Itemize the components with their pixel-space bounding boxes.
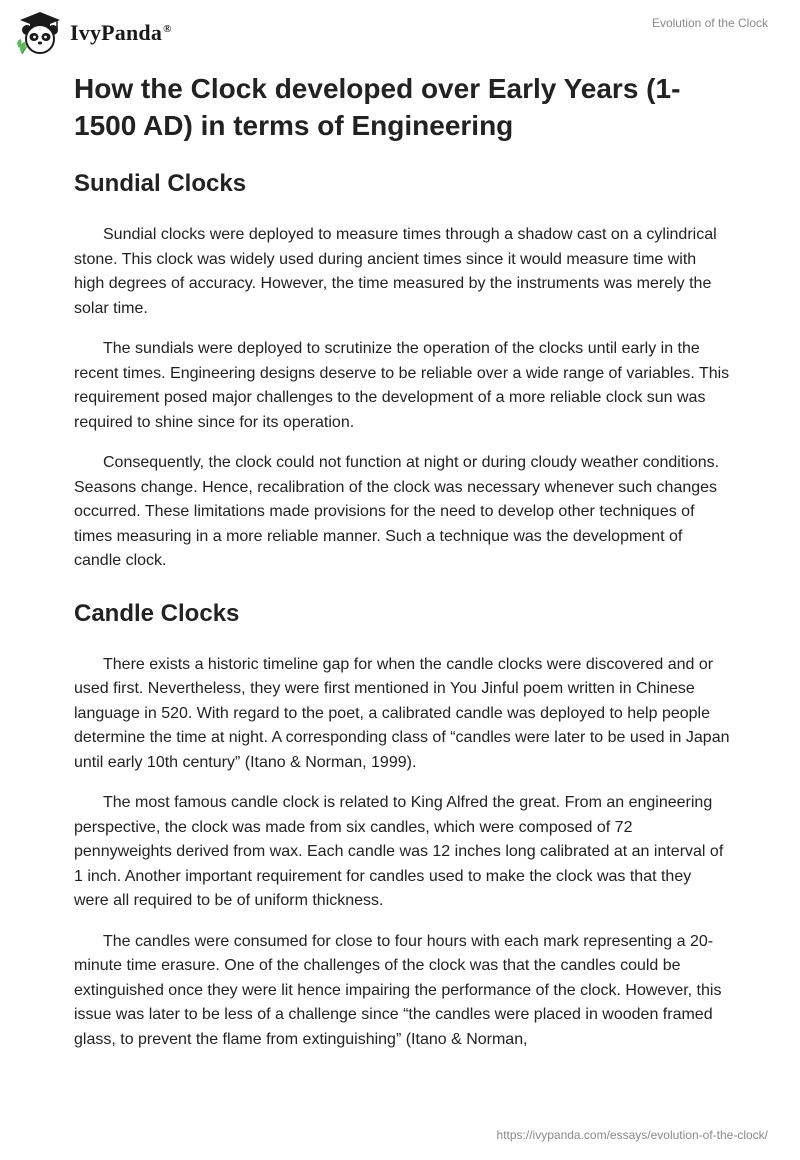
section-heading-candle: Candle Clocks <box>74 599 240 627</box>
article-body <box>74 70 730 1052</box>
article-title: How the Clock developed over Early Years (1-1500 AD) in terms of Engineering <box>74 73 681 141</box>
section-heading-sundial: Sundial Clocks <box>74 170 247 197</box>
paragraph: The candles were consumed for close to four hours with each mark representing a 20-minute time erasure. One of the challenges of the clock was that the candles could be extinguished once they were lit hence impairing the performance of the clock. However, this issue was later to be less of a challenge since “the candles were placed in wooden framed glass, to prevent the flame from extinguishing” (Itano & Norman, <box>74 932 722 1048</box>
paragraph: The most famous candle clock is related to King Alfred the great. From an engineering perspective, the clock was made from six candles, which were composed of 72 pennyweights derived from wax. Each candle was 12 inches long calibrated at an interval of 1 inch. Another important requirement for candles used to make the clock was that they were all required to be of uniform thickness. <box>74 794 724 909</box>
paragraph: The sundials were deployed to scrutinize the operation of the clocks until early in the recent times. Engineering designs deserve to be reliable over a wide range of variables. This requirement posed major challenges to the development of a more reliable clock sun was required to shine since for its operation. <box>74 340 730 431</box>
footer-source-url[interactable]: https://ivypanda.com/essays/evolution-of-the-clock/ <box>496 1128 768 1142</box>
ivypanda-logo[interactable] <box>16 10 172 56</box>
registered-mark: ® <box>163 22 172 35</box>
paragraph: There exists a historic timeline gap for when the candle clocks were discovered and or used first. Nevertheless, they were first mentioned in You Jinful poem written in Chinese language in 520. With regard to the poet, a calibrated candle was deployed to help people determine the time at night. A corresponding class of “candles were later to be used in Japan until early 10th century” (Itano & Norman, 1999). <box>74 655 730 771</box>
page-header <box>0 0 800 64</box>
paragraph: Consequently, the clock could not function at night or during cloudy weather conditions. Seasons change. Hence, recalibration of the clock was necessary whenever such changes occurred. These limitations made provisions for the need to develop other techniques of times measuring in a more reliable manner. Such a technique was the development of candle clock. <box>74 454 720 569</box>
logo-text: IvyPanda® <box>70 20 172 45</box>
paragraph: Sundial clocks were deployed to measure times through a shadow cast on a cylindrical stone. This clock was widely used during ancient times since it would measure time with high degrees of accuracy. However, the time measured by the instruments was merely the solar time. <box>74 226 717 317</box>
panda-logo-icon <box>16 10 64 56</box>
document-title: Evolution of the Clock <box>651 16 768 30</box>
